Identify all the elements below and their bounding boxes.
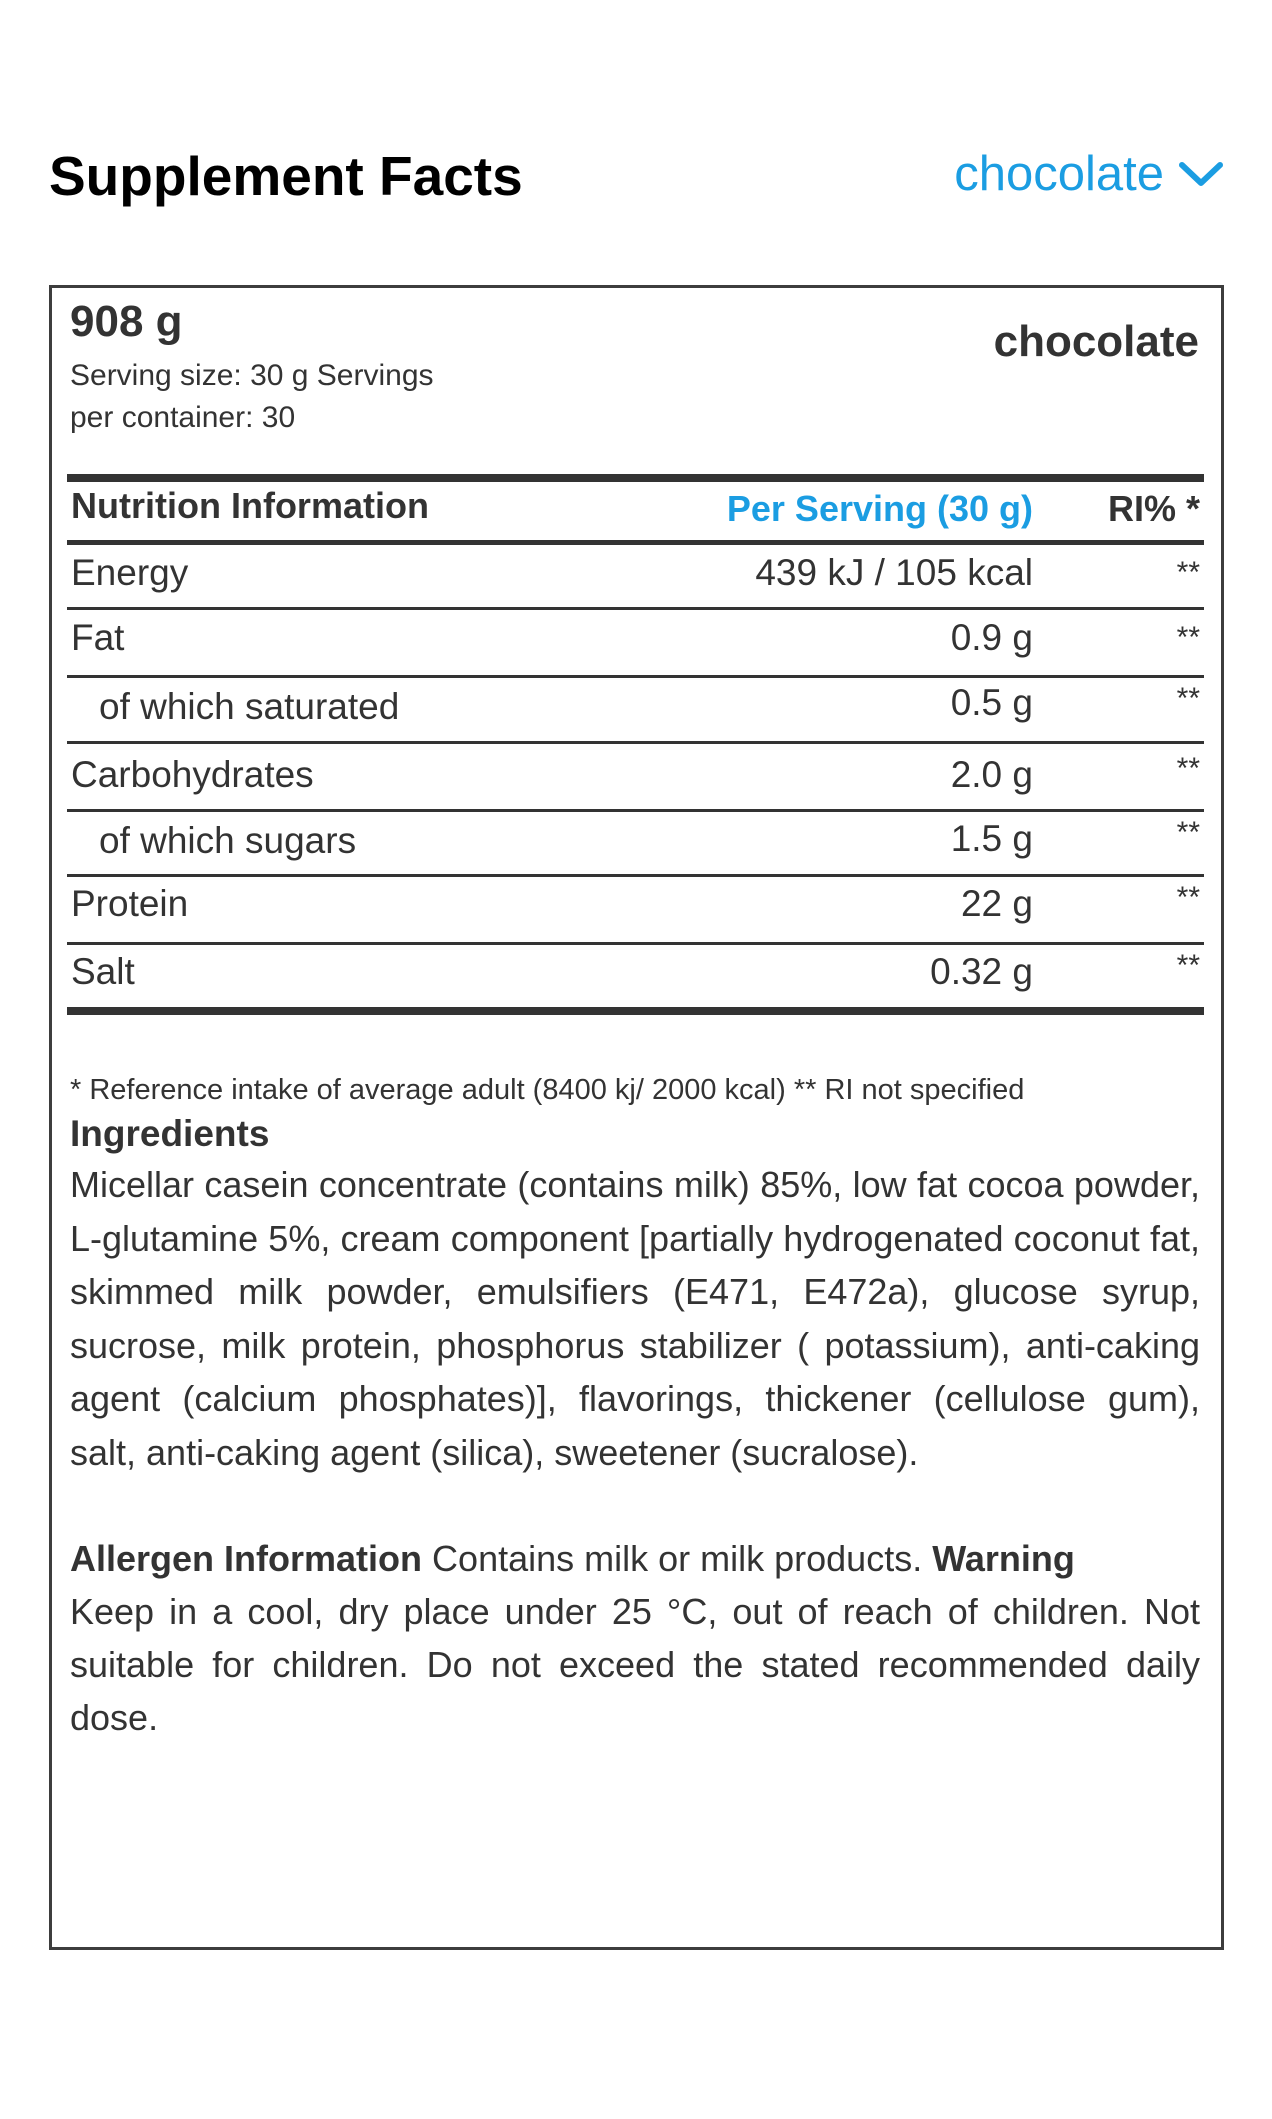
nutrient-name: Carbohydrates xyxy=(71,754,314,795)
nutrient-name: Protein xyxy=(71,883,189,924)
row-divider xyxy=(67,874,1204,877)
allergen-heading: Allergen Information xyxy=(70,1538,423,1579)
table-top-rule xyxy=(67,474,1204,482)
serving-info xyxy=(70,355,490,439)
product-flavor: chocolate xyxy=(993,317,1199,366)
reference-intake-footnote: * Reference intake of average adult (8400 kj/ 2000 kcal) ** RI not specified xyxy=(70,1074,1025,1106)
nutrient-ri: ** xyxy=(1176,682,1200,715)
row-divider xyxy=(67,942,1204,945)
row-divider xyxy=(67,607,1204,610)
row-divider xyxy=(67,675,1204,678)
column-header-name: Nutrition Information xyxy=(71,485,429,526)
nutrient-value: 0.5 g xyxy=(950,682,1033,723)
nutrient-ri: ** xyxy=(1176,556,1200,589)
nutrient-ri: ** xyxy=(1176,949,1200,982)
nutrient-name: Energy xyxy=(71,552,189,593)
flavor-dropdown[interactable] xyxy=(954,144,1224,204)
table-header-rule xyxy=(67,540,1204,545)
column-header-per-serving: Per Serving (30 g) xyxy=(726,488,1033,529)
nutrient-name: of which sugars xyxy=(99,820,357,861)
nutrient-ri: ** xyxy=(1176,752,1200,785)
page-title: Supplement Facts xyxy=(49,145,523,207)
nutrient-ri: ** xyxy=(1176,816,1200,849)
chevron-down-icon xyxy=(1178,159,1224,189)
nutrient-value: 0.9 g xyxy=(950,617,1033,658)
nutrient-value: 22 g xyxy=(960,883,1033,924)
warning-heading: Warning xyxy=(932,1538,1075,1579)
nutrient-value: 439 kJ / 105 kcal xyxy=(755,552,1033,593)
row-divider xyxy=(67,809,1204,812)
nutrient-value: 2.0 g xyxy=(950,754,1033,795)
nutrient-ri: ** xyxy=(1176,621,1200,654)
nutrient-name: Salt xyxy=(71,951,135,992)
nutrient-ri: ** xyxy=(1176,881,1200,914)
allergen-text: Contains milk or milk products. xyxy=(432,1538,923,1579)
allergen-warning-block xyxy=(70,1532,1200,1744)
flavor-dropdown-value: chocolate xyxy=(954,147,1164,201)
ingredients-text: Micellar casein concentrate (contains milk) 85%, low fat cocoa powder, L-glutamine 5%, cream component [partially hydrogenated coconut fat, skimmed milk powder, emulsifiers (E471, E472a), glucose syrup, sucrose, milk protein, phosphorus stabilizer ( potassium), anti-caking agent (calcium phosphates)], flavorings, thickener (cellulose gum), salt, anti-caking agent (silica), sweetener (sucralose). xyxy=(70,1164,1200,1473)
warning-text: Keep in a cool, dry place under 25 °C, out of reach of children. Not suitable for children. Do not exceed the stated recommended daily dose. xyxy=(70,1591,1200,1738)
table-bottom-rule xyxy=(67,1007,1204,1015)
net-weight: 908 g xyxy=(70,297,183,346)
row-divider xyxy=(67,741,1204,744)
column-header-ri: RI% * xyxy=(1107,488,1200,529)
nutrient-value: 1.5 g xyxy=(950,818,1033,859)
nutrient-value: 0.32 g xyxy=(930,951,1033,992)
serving-size-line: Serving size: 30 g Servings xyxy=(70,359,434,392)
nutrient-name: Fat xyxy=(71,617,125,658)
ingredients-heading: Ingredients xyxy=(70,1113,270,1154)
nutrient-name: of which saturated xyxy=(99,686,400,727)
servings-per-container-line: per container: 30 xyxy=(70,401,296,434)
